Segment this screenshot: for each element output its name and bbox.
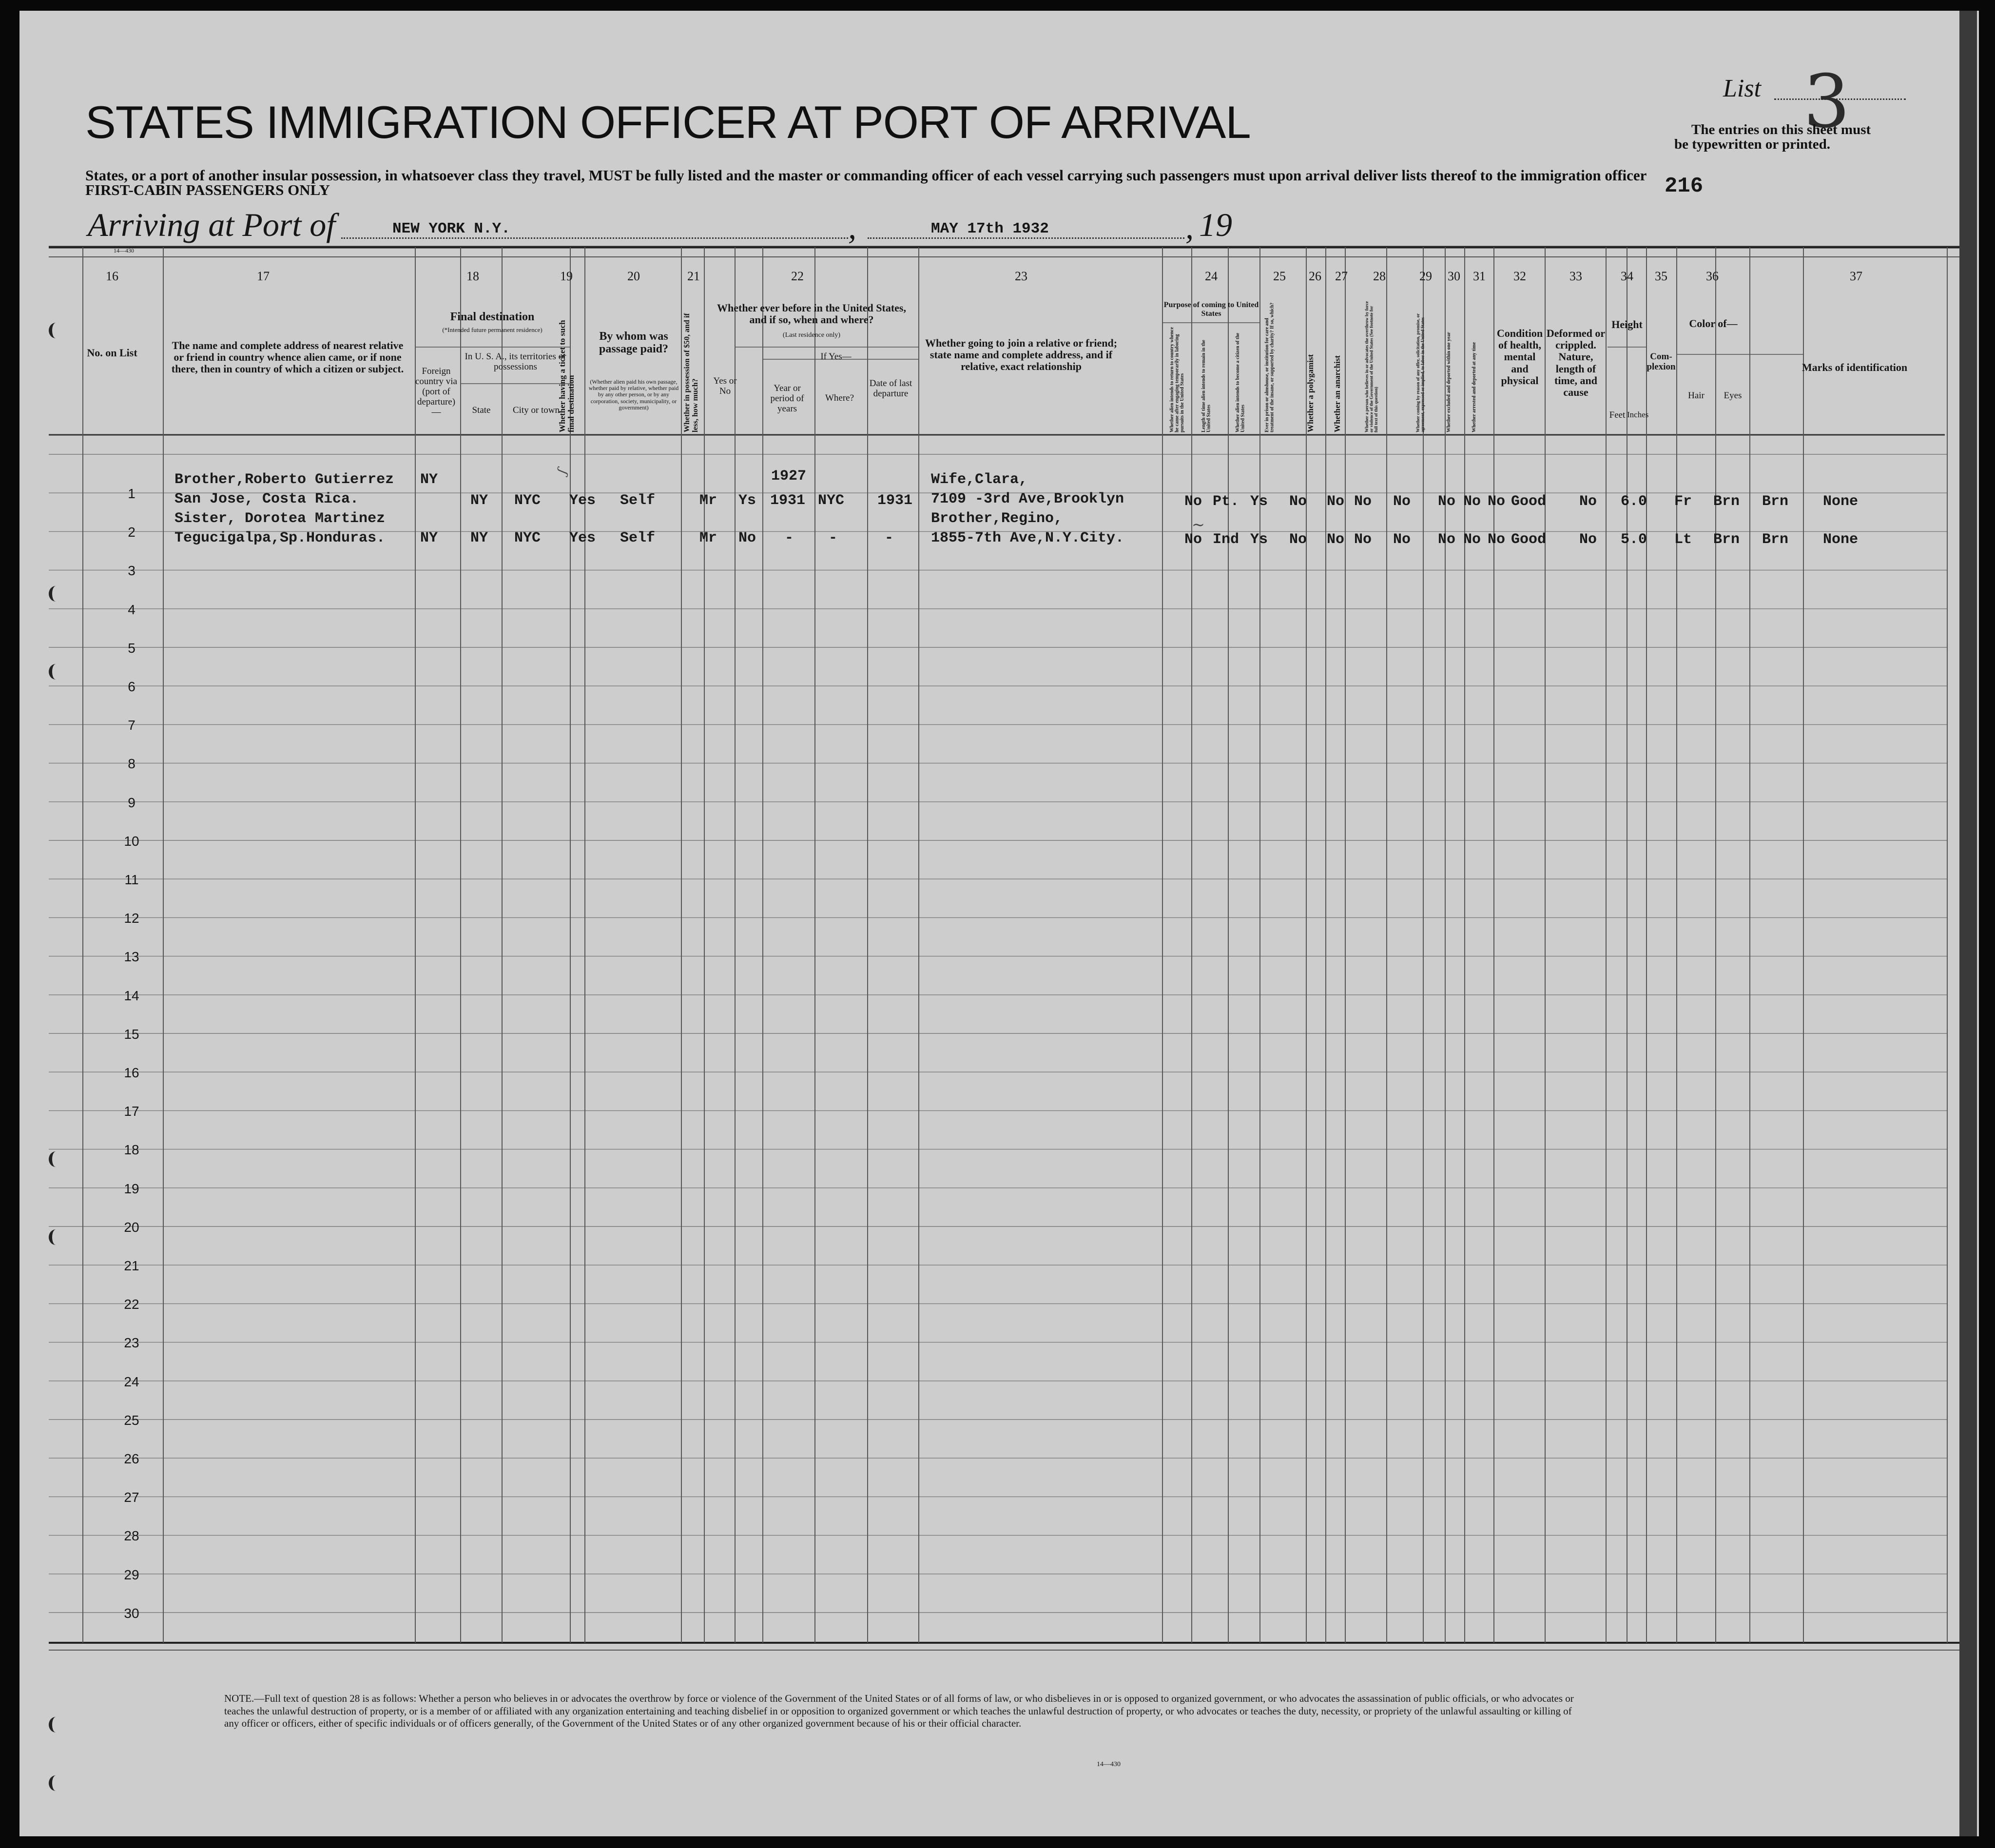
header-prison: Ever in prison or almshouse, or institution for care and treatment of the insane, or supported by charity? If so, which? (1264, 302, 1275, 432)
colnum-22: 22 (791, 269, 804, 283)
row-number: 4 (128, 602, 136, 617)
row-number: 30 (124, 1605, 139, 1621)
colnum-37: 37 (1850, 269, 1862, 283)
row2-complexion: Lt (1674, 531, 1692, 548)
row-number: 7 (128, 718, 136, 733)
header-health: Condition of health, mental and physical (1496, 327, 1543, 387)
binder-hole (49, 1717, 63, 1732)
row2-deformed: No (1579, 531, 1597, 548)
row2-relative-line2: Tegucigalpa,Sp.Honduras. (174, 530, 386, 546)
colnum-25: 25 (1273, 269, 1286, 283)
colnum-36: 36 (1706, 269, 1719, 283)
header-polygamist: Whether a polygamist (1306, 354, 1315, 432)
header-if-yes: If Yes— (820, 351, 852, 362)
row1-return: No (1184, 493, 1202, 510)
row-number: 15 (124, 1026, 139, 1042)
header-purpose-citizen: Whether alien intends to become a citizen of the United States (1235, 332, 1246, 432)
row-number: 28 (124, 1528, 139, 1544)
colnum-21: 21 (687, 269, 700, 283)
header-final-destination: Final destination (450, 311, 535, 323)
colnum-31: 31 (1473, 269, 1486, 283)
header-last-departure: Date of last departure (869, 378, 912, 399)
typed-note-line1: The entries on this sheet must (1691, 122, 1871, 137)
row-number: 25 (124, 1412, 139, 1428)
row2-hair: Brn (1713, 531, 1740, 548)
year-prefix: 19 (1199, 206, 1232, 243)
row1-relative-line2: San Jose, Costa Rica. (174, 491, 359, 507)
header-final-destination-sub: (*Intended future permanent residence) (442, 326, 542, 333)
colnum-20: 20 (627, 269, 640, 283)
header-eyes: Eyes (1724, 390, 1742, 401)
row1-excluded: No (1463, 493, 1481, 510)
row2-polygamist: No (1327, 531, 1345, 548)
header-inches: Inches (1627, 410, 1649, 419)
colnum-35: 35 (1655, 269, 1667, 283)
row1-last-departure: 1931 (877, 492, 913, 509)
row2-state: NY (470, 530, 488, 546)
colnum-29: 29 (1419, 269, 1432, 283)
header-in-usa: In U. S. A., its territories or possessions (465, 351, 566, 372)
header-anarchist: Whether an anarchist (1333, 355, 1342, 432)
header-deformed: Deformed or crippled. Nature, length of time, and cause (1546, 327, 1606, 398)
row-number: 2 (128, 525, 136, 540)
row-number: 8 (128, 756, 136, 772)
header-joining: Whether going to join a relative or friend; state name and complete address, and if relative, exact relationship (925, 337, 1118, 373)
row1-deported: No (1488, 493, 1506, 510)
binder-hole (49, 323, 63, 338)
header-before-in-us: Whether ever before in the United States, and if so, when and where? (717, 302, 906, 326)
row2-ticket: Yes (569, 530, 596, 546)
row2-deported: No (1488, 531, 1506, 548)
header-height: Height (1611, 318, 1643, 331)
header-complexion: Com-plexion (1646, 351, 1676, 372)
form-subtitle: States, or a port of another insular possession, in whatsoever class they travel, MUST be fully listed and the master or commanding officer of each vessel carrying such passengers must upon arrival deliver lists thereof to the immigration officer (85, 167, 1647, 184)
row1-marks: None (1823, 493, 1859, 510)
class-line: FIRST-CABIN PASSENGERS ONLY (85, 181, 330, 198)
row-number: 27 (124, 1490, 139, 1505)
row-number: 22 (124, 1297, 139, 1312)
colnum-18: 18 (466, 269, 479, 283)
date-value: MAY 17th 1932 (931, 220, 1049, 237)
row-number: 9 (128, 795, 136, 810)
binder-hole (49, 586, 63, 602)
header-before-sub: (Last residence only) (782, 331, 841, 339)
colnum-23: 23 (1015, 269, 1027, 283)
header-marks: Marks of identification (1801, 361, 1908, 373)
row-number: 24 (124, 1374, 139, 1389)
row1-length: Pt. (1213, 493, 1240, 510)
list-number: 3 (1803, 59, 1850, 144)
header-city: City or town (512, 405, 560, 415)
binder-hole (49, 1229, 63, 1245)
date-comma: , (1185, 209, 1194, 246)
list-label: List (1723, 75, 1762, 102)
arriving-label: Arriving at Port of (88, 206, 336, 243)
colnum-28: 28 (1373, 269, 1386, 283)
colnum-17: 17 (257, 269, 270, 283)
row1-deformed: No (1579, 493, 1597, 510)
row1-year2: 1931 (770, 492, 806, 509)
row2-prison: No (1289, 531, 1307, 548)
row-number: 13 (124, 949, 139, 965)
row2-year: - (785, 530, 794, 546)
form-code: 14—430 (114, 247, 134, 254)
header-where: Where? (825, 393, 854, 403)
row1-feet: 6.0 (1621, 493, 1647, 510)
row2-length: Ind (1213, 531, 1240, 548)
row1-city: NYC (514, 492, 541, 509)
row2-q28: No (1393, 531, 1411, 548)
row2-excluded: No (1463, 531, 1481, 548)
row1-joining-line2: 7109 -3rd Ave,Brooklyn (931, 491, 1124, 507)
binder-hole (49, 1151, 63, 1167)
header-yes-no: Yes or No (713, 376, 737, 396)
row-number: 29 (124, 1567, 139, 1582)
row2-eyes: Brn (1762, 531, 1789, 548)
row1-where: NYC (818, 492, 845, 509)
row2-feet: 5.0 (1621, 531, 1647, 548)
header-labor-offer: Whether coming by reason of any offer, solicitation, promise, or agreement, expressed or implied, to labor in the United States (1415, 313, 1425, 432)
row2-offer: No (1438, 531, 1456, 548)
row-number: 21 (124, 1258, 139, 1273)
manifest-sheet (19, 11, 1979, 1836)
row-number: 12 (124, 911, 139, 926)
header-excluded: Whether excluded and deported within one year (1446, 332, 1452, 432)
colnum-24: 24 (1205, 269, 1218, 283)
row1-polygamist: No (1327, 493, 1345, 510)
row-number: 3 (128, 563, 136, 579)
row1-complexion: Fr (1674, 493, 1692, 510)
colnum-16: 16 (106, 269, 118, 283)
row-number: 16 (124, 1065, 139, 1080)
row2-joining-line1: Brother,Regino, (931, 510, 1063, 527)
row1-hair: Brn (1713, 493, 1740, 510)
footnote-code: 14—430 (1097, 1761, 1121, 1768)
row-number: 6 (128, 679, 136, 694)
sheet-stamp: 216 (1665, 174, 1704, 198)
row-number: 10 (124, 833, 139, 849)
header-deported: Whether arrested and deported at any time (1472, 342, 1477, 432)
header-fifty-dollars: Whether in possession of $50, and if less, how much? (683, 313, 699, 432)
typed-note-line2: be typewritten or printed. (1674, 136, 1831, 152)
header-passage-paid: By whom was passage paid? (599, 330, 669, 356)
header-purpose-length: Length of time alien intends to remain in the United States (1201, 340, 1212, 432)
row1-offer: No (1438, 493, 1456, 510)
header-ticket: Whether having a ticket to such final destination (558, 320, 576, 432)
ruled-grid (19, 11, 1979, 1836)
row-number: 5 (128, 640, 136, 656)
row1-money: Mr (699, 492, 717, 509)
header-relative: The name and complete address of nearest relative or friend in country whence alien came, or if none there, then in country of which a citizen or subject. (171, 339, 404, 375)
row2-anarchist: No (1354, 531, 1372, 548)
row2-return: No (1184, 531, 1202, 548)
row2-last-departure: - (885, 530, 894, 546)
row1-foreign-port: NY (420, 471, 438, 488)
row-number: 14 (124, 988, 139, 1003)
row1-year: 1927 (771, 468, 807, 485)
footnote: NOTE.—Full text of question 28 is as follows: Whether a person who believes in or advocates the overthrow by force or violence of the Government of the United States or of all forms of law, or who disbelieves in or is opposed to organized government, or who advocates the assassination of public officials, or who advocates or teaches the unlawful destruction of property, or is a member of or affiliated with any organization entertaining and teaching disbelief in or opposition to organized government or which teaches the unlawful destruction of property, or who advocates or teaches the duty, necessity, or propriety of the unlawful assaulting or killing of any officer or officers, either of specific individuals or of officers generally, of the Government of the United States or of any other organized government because of his or their official character. (224, 1692, 1574, 1730)
row2-citizen: Ys (1250, 531, 1268, 548)
row1-ticket: Yes (569, 492, 596, 509)
row2-where: - (829, 530, 838, 546)
row2-health: Good (1511, 531, 1547, 548)
row-number: 18 (124, 1142, 139, 1158)
row1-anarchist: No (1354, 493, 1372, 510)
row2-marks: None (1823, 531, 1859, 548)
row1-paid-by: Self (620, 492, 656, 509)
page-fold-edge (1959, 11, 1977, 1836)
row-number: 11 (124, 872, 139, 887)
header-passage-paid-sub: (Whether alien paid his own passage, whether paid by relative, whether paid by any other person, or by any corporation, society, municipality, or government) (588, 378, 679, 411)
form-title: STATES IMMIGRATION OFFICER AT PORT OF ARRIVAL (85, 97, 1251, 148)
colnum-30: 30 (1448, 269, 1460, 283)
date-dotline (868, 237, 1184, 239)
row1-prison: No (1289, 493, 1307, 510)
header-hair: Hair (1688, 390, 1704, 401)
header-purpose-return: Whether alien intends to return to country whence he came after engaging temporarily in laboring pursuits in the United States (1169, 327, 1185, 432)
row-number: 17 (124, 1104, 139, 1119)
row2-city: NYC (514, 530, 541, 546)
colnum-34: 34 (1621, 269, 1633, 283)
row1-health: Good (1511, 493, 1547, 510)
header-feet: Feet (1609, 410, 1626, 420)
port-dotline (341, 237, 848, 239)
row2-relative-line1: Sister, Dorotea Martinez (174, 510, 386, 527)
header-q28: Whether a person who believes in or advocates the overthrow by force or violence of the Government of the United States (See footnote for full text of this question) (1364, 301, 1378, 432)
colnum-33: 33 (1569, 269, 1582, 283)
colnum-19: 19 (560, 269, 573, 283)
row-number: 19 (124, 1181, 139, 1196)
colnum-32: 32 (1513, 269, 1526, 283)
handwritten-note-ticket-1: ʃ (555, 467, 570, 476)
row2-foreign-port: NY (420, 530, 438, 546)
colnum-26: 26 (1309, 269, 1321, 283)
row1-joining-line1: Wife,Clara, (931, 471, 1028, 488)
header-color-of: Color of— (1689, 317, 1738, 330)
row1-before: Ys (738, 492, 756, 509)
row-number: 26 (124, 1451, 139, 1466)
row1-eyes: Brn (1762, 493, 1789, 510)
row2-joining-line2: 1855-7th Ave,N.Y.City. (931, 530, 1124, 546)
row1-citizen: Ys (1250, 493, 1268, 510)
row1-state: NY (470, 492, 488, 509)
row1-q28: No (1393, 493, 1411, 510)
binder-hole (49, 664, 63, 680)
handwritten-note-length: ~ (1192, 515, 1205, 534)
header-no-on-list: No. on List (87, 347, 137, 359)
row2-before: No (738, 530, 756, 546)
row1-relative-line1: Brother,Roberto Gutierrez (174, 471, 394, 488)
port-comma: , (848, 209, 856, 246)
row-number: 1 (128, 486, 136, 501)
port-value: NEW YORK N.Y. (392, 220, 510, 237)
header-foreign-country: Foreign country via (port of departure)— (415, 366, 457, 417)
colnum-27: 27 (1335, 269, 1348, 283)
row-number: 23 (124, 1335, 139, 1351)
row-number: 20 (124, 1219, 139, 1235)
binder-hole (49, 1775, 63, 1791)
header-state: State (472, 405, 491, 415)
header-purpose: Purpose of coming to United States (1163, 301, 1259, 318)
header-year: Year or period of years (770, 383, 804, 414)
row2-money: Mr (699, 530, 717, 546)
row2-paid-by: Self (620, 530, 656, 546)
